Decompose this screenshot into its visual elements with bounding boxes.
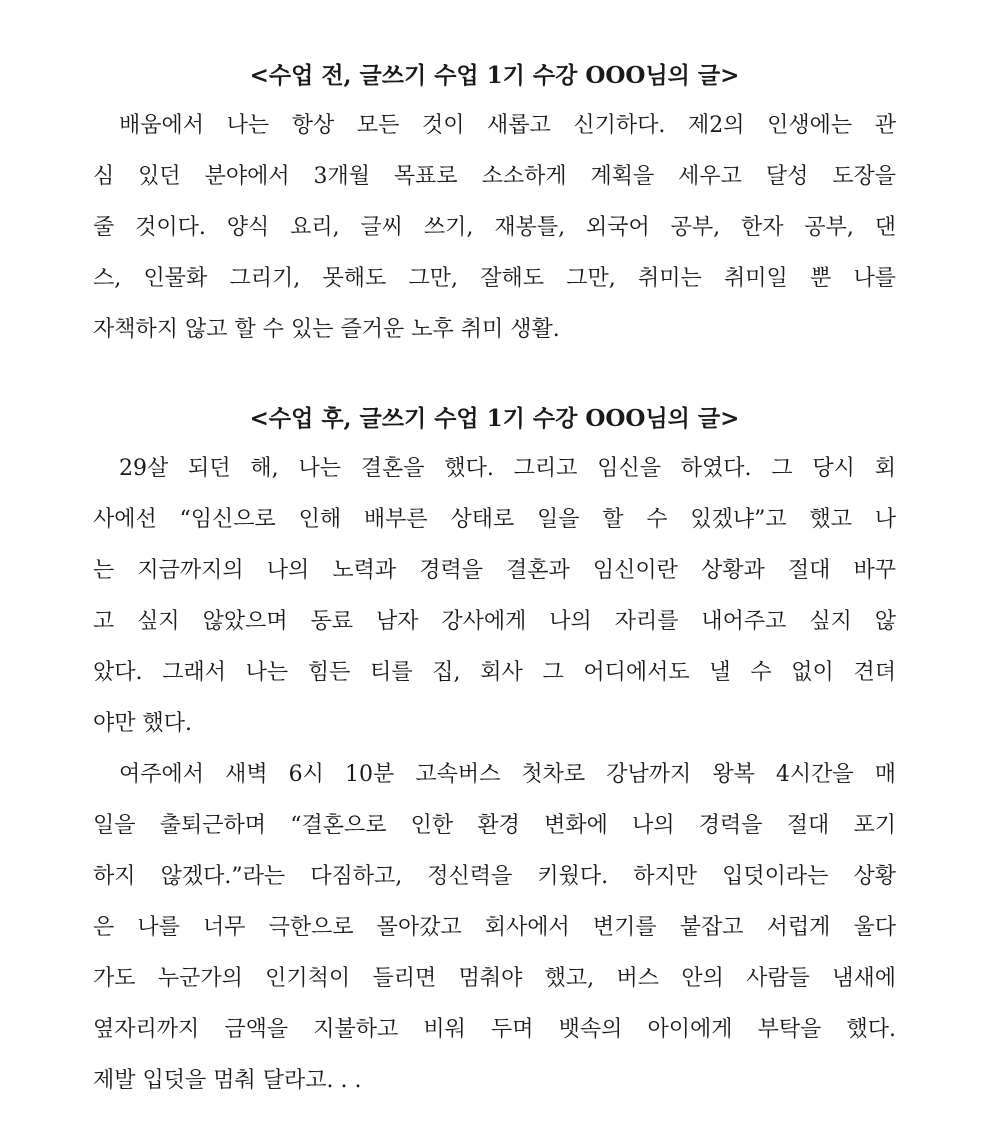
text-line: 자책하지 않고 할 수 있는 즐거운 노후 취미 생활. <box>93 317 560 342</box>
section-before-class <box>93 52 896 355</box>
text-line: 제발 입덧을 멈춰 달라고. . . <box>93 1068 362 1093</box>
text-line: 일을 출퇴근하며 “결혼으로 인한 환경 변화에 나의 경력을 절대 포기 <box>93 813 896 838</box>
paragraph <box>93 749 896 1106</box>
text-line: 은 나를 너무 극한으로 몰아갔고 회사에서 변기를 붙잡고 서럽게 울다 <box>93 915 896 940</box>
section-gap <box>93 355 896 395</box>
section-heading: <수업 전, 글쓰기 수업 1기 수강 OOO님의 글> <box>249 62 740 89</box>
text-line: 는 지금까지의 나의 노력과 경력을 결혼과 임신이란 상황과 절대 바꾸 <box>93 558 896 583</box>
section-heading: <수업 후, 글쓰기 수업 1기 수강 OOO님의 글> <box>249 405 740 432</box>
text-line: 배움에서 나는 항상 모든 것이 새롭고 신기하다. 제2의 인생에는 관 <box>119 113 896 138</box>
text-line: 심 있던 분야에서 3개월 목표로 소소하게 계획을 세우고 달성 도장을 <box>93 164 896 189</box>
text-line: 29살 되던 해, 나는 결혼을 했다. 그리고 임신을 하였다. 그 당시 회 <box>119 456 896 481</box>
text-line: 고 싶지 않았으며 동료 남자 강사에게 나의 자리를 내어주고 싶지 않 <box>93 609 896 634</box>
document-page <box>93 52 896 1106</box>
text-line: 가도 누군가의 인기척이 들리면 멈춰야 했고, 버스 안의 사람들 냄새에 <box>93 966 896 991</box>
text-line: 여주에서 새벽 6시 10분 고속버스 첫차로 강남까지 왕복 4시간을 매 <box>119 762 896 787</box>
text-line: 하지 않겠다.”라는 다짐하고, 정신력을 키웠다. 하지만 입덧이라는 상황 <box>93 864 896 889</box>
paragraph <box>93 443 896 749</box>
text-line: 았다. 그래서 나는 힘든 티를 집, 회사 그 어디에서도 낼 수 없이 견뎌 <box>93 660 896 685</box>
text-line: 줄 것이다. 양식 요리, 글씨 쓰기, 재봉틀, 외국어 공부, 한자 공부, 댄 <box>93 215 896 240</box>
paragraph <box>93 100 896 355</box>
text-line: 사에선 “임신으로 인해 배부른 상태로 일을 할 수 있겠냐”고 했고 나 <box>93 507 896 532</box>
text-line: 스, 인물화 그리기, 못해도 그만, 잘해도 그만, 취미는 취미일 뿐 나를 <box>93 266 896 291</box>
section-after-class <box>93 395 896 1106</box>
text-line: 야만 했다. <box>93 711 192 736</box>
text-line: 옆자리까지 금액을 지불하고 비워 두며 뱃속의 아이에게 부탁을 했다. <box>93 1017 896 1042</box>
